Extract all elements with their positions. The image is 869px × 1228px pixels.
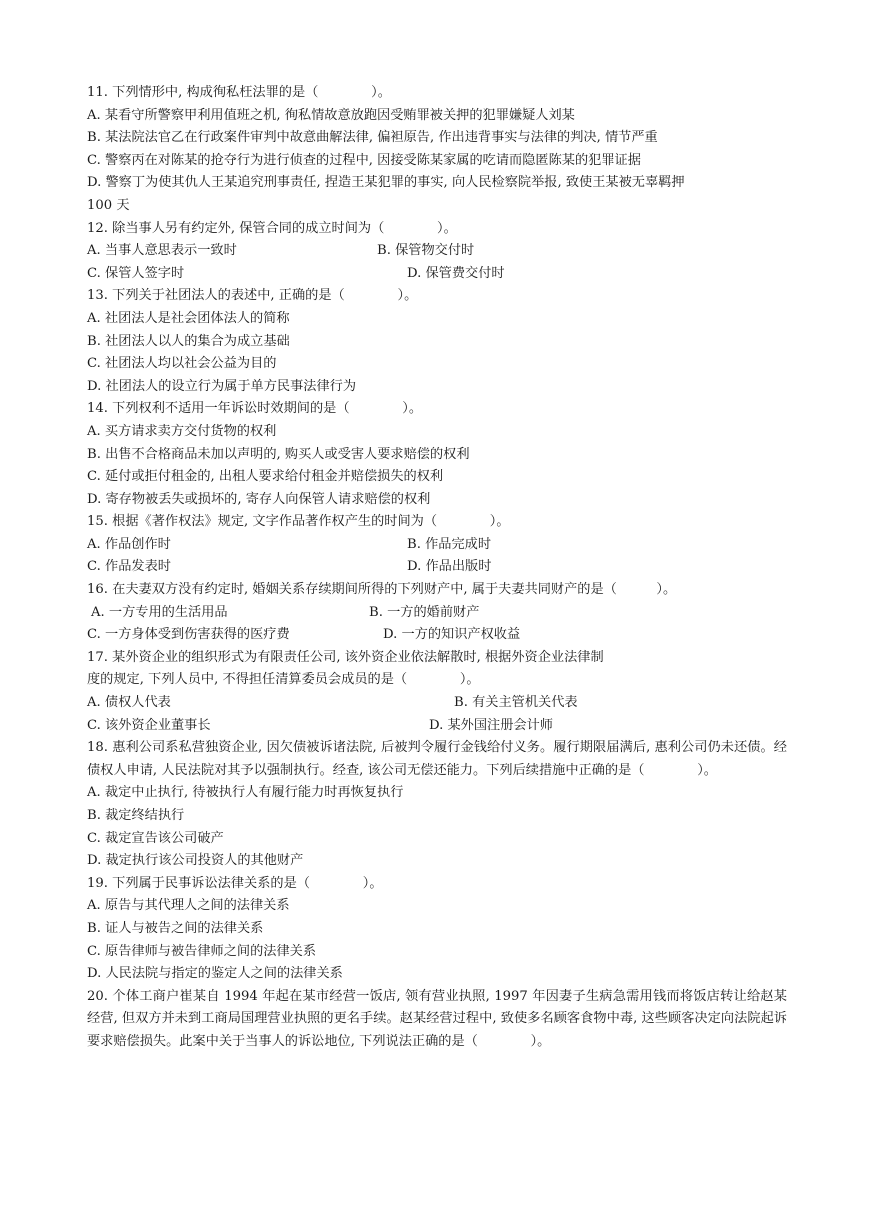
question-13 [87,285,787,398]
option-b: B. 保管物交付时 [377,243,475,259]
option-d: D. 作品出版时 [407,559,492,575]
option-d: D. 寄存物被丢失或损坏的, 寄存人向保管人请求赔偿的权利 [87,491,431,507]
option-row [87,602,787,625]
option-b: B. 出售不合格商品未加以声明的, 购买人或受害人要求赔偿的权利 [87,446,470,462]
option-c: C. 警察丙在对陈某的抢夺行为进行侦查的过程中, 因接受陈某家属的吃请而隐匿陈某的犯罪证据 [87,152,641,168]
option-b: B. 某法院法官乙在行政案件审判中故意曲解法律, 偏袒原告, 作出违背事实与法律的判决, 情节严重 [87,130,658,146]
option-row [87,263,787,286]
option-a: A. 某看守所警察甲利用值班之机, 徇私情故意放跑因受贿罪被关押的犯罪嫌疑人刘某 [87,107,575,123]
option-c: C. 裁定宣告该公司破产 [87,830,224,846]
option-a: A. 作品创作时 [87,536,171,552]
question-stem: 19. 下列属于民事诉讼法律关系的是（ ）。 [87,875,383,891]
option-a: A. 一方专用的生活用品 [91,604,228,620]
question-stem: 13. 下列关于社团法人的表述中, 正确的是（ ）。 [87,288,418,304]
question-17 [87,647,787,737]
question-16 [87,579,787,647]
option-a: A. 债权人代表 [87,695,171,711]
option-d: D. 社团法人的设立行为属于单方民事法律行为 [87,378,357,394]
question-stem: 16. 在夫妻双方没有约定时, 婚姻关系存续期间所得的下列财产中, 属于夫妻共同财产的是（ ）。 [87,582,677,598]
exam-page [87,82,787,1054]
option-d: D. 某外国注册会计师 [429,717,553,733]
option-a: A. 当事人意思表示一致时 [87,243,237,259]
option-d: D. 一方的知识产权收益 [383,627,521,643]
question-stem: 14. 下列权利不适用一年诉讼时效期间的是（ ）。 [87,401,423,417]
option-c: C. 保管人签字时 [87,265,185,281]
question-15 [87,511,787,579]
option-b: B. 一方的婚前财产 [369,604,480,620]
option-row [87,534,787,557]
option-row [87,715,787,738]
question-stem: 15. 根据《著作权法》规定, 文字作品著作权产生的时间为（ ）。 [87,514,510,530]
option-c: C. 作品发表时 [87,559,171,575]
question-stem: 11. 下列情形中, 构成徇私枉法罪的是（ ）。 [87,85,391,100]
option-row [87,240,787,263]
option-c: C. 社团法人均以社会公益为目的 [87,356,277,372]
option-d-continued: 100 天 [87,197,130,213]
question-11 [87,82,787,218]
option-a: A. 社团法人是社会团体法人的简称 [87,310,290,326]
option-d: D. 警察丁为使其仇人王某追究刑事责任, 捏造王某犯罪的事实, 向人民检察院举报, 致使王某被无辜羁押 [87,175,685,191]
question-stem-continued: 度的规定, 下列人员中, 不得担任清算委员会成员的是（ ）。 [87,672,480,688]
option-a: A. 买方请求卖方交付货物的权利 [87,423,277,439]
option-c: C. 原告律师与被告律师之间的法律关系 [87,943,317,959]
option-c: C. 该外资企业董事长 [87,717,211,733]
option-d: D. 裁定执行该公司投资人的其他财产 [87,853,304,869]
option-b: B. 裁定终结执行 [87,808,185,823]
option-b: B. 有关主管机关代表 [454,695,578,711]
question-stem: 20. 个体工商户崔某自 1994 年起在某市经营一饭店, 领有营业执照, 1997 年因妻子生病急需用钱而将饭店转让给赵某经营, 但双方并未到工商局国理营业执照的更名手续。赵某经营过程中, 致使多名顾客食物中毒, 这些顾客决定向法院起诉要求赔偿损失。此案中关于当事人的诉讼地位, 下列说法正确的是（ ）。 [87,988,787,1049]
option-row [87,624,787,647]
question-20 [87,986,787,1054]
option-row [87,556,787,579]
option-d: D. 人民法院与指定的鉴定人之间的法律关系 [87,966,343,982]
option-row [87,692,787,715]
option-d: D. 保管费交付时 [407,265,505,281]
option-c: C. 一方身体受到伤害获得的医疗费 [87,627,290,643]
question-19 [87,873,787,986]
option-b: B. 社团法人以人的集合为成立基础 [87,333,290,349]
question-18 [87,737,787,873]
question-stem: 18. 惠利公司系私营独资企业, 因欠债被诉诸法院, 后被判令履行金钱给付义务。履行期限届满后, 惠利公司仍未还债。经债权人申请, 人民法院对其予以强制执行。经查, 该公司无偿还能力。下列后续措施中正确的是（ ）。 [87,740,787,778]
question-12 [87,218,787,286]
question-stem: 17. 某外资企业的组织形式为有限责任公司, 该外资企业依法解散时, 根据外资企业法律制 [87,649,604,665]
option-c: C. 延付或拒付租金的, 出租人要求给付租金并赔偿损失的权利 [87,469,444,485]
question-stem: 12. 除当事人另有约定外, 保管合同的成立时间为（ ）。 [87,220,457,236]
question-14 [87,398,787,511]
option-b: B. 作品完成时 [407,536,492,552]
option-b: B. 证人与被告之间的法律关系 [87,920,264,936]
option-a: A. 裁定中止执行, 待被执行人有履行能力时再恢复执行 [87,785,404,801]
option-a: A. 原告与其代理人之间的法律关系 [87,898,290,914]
